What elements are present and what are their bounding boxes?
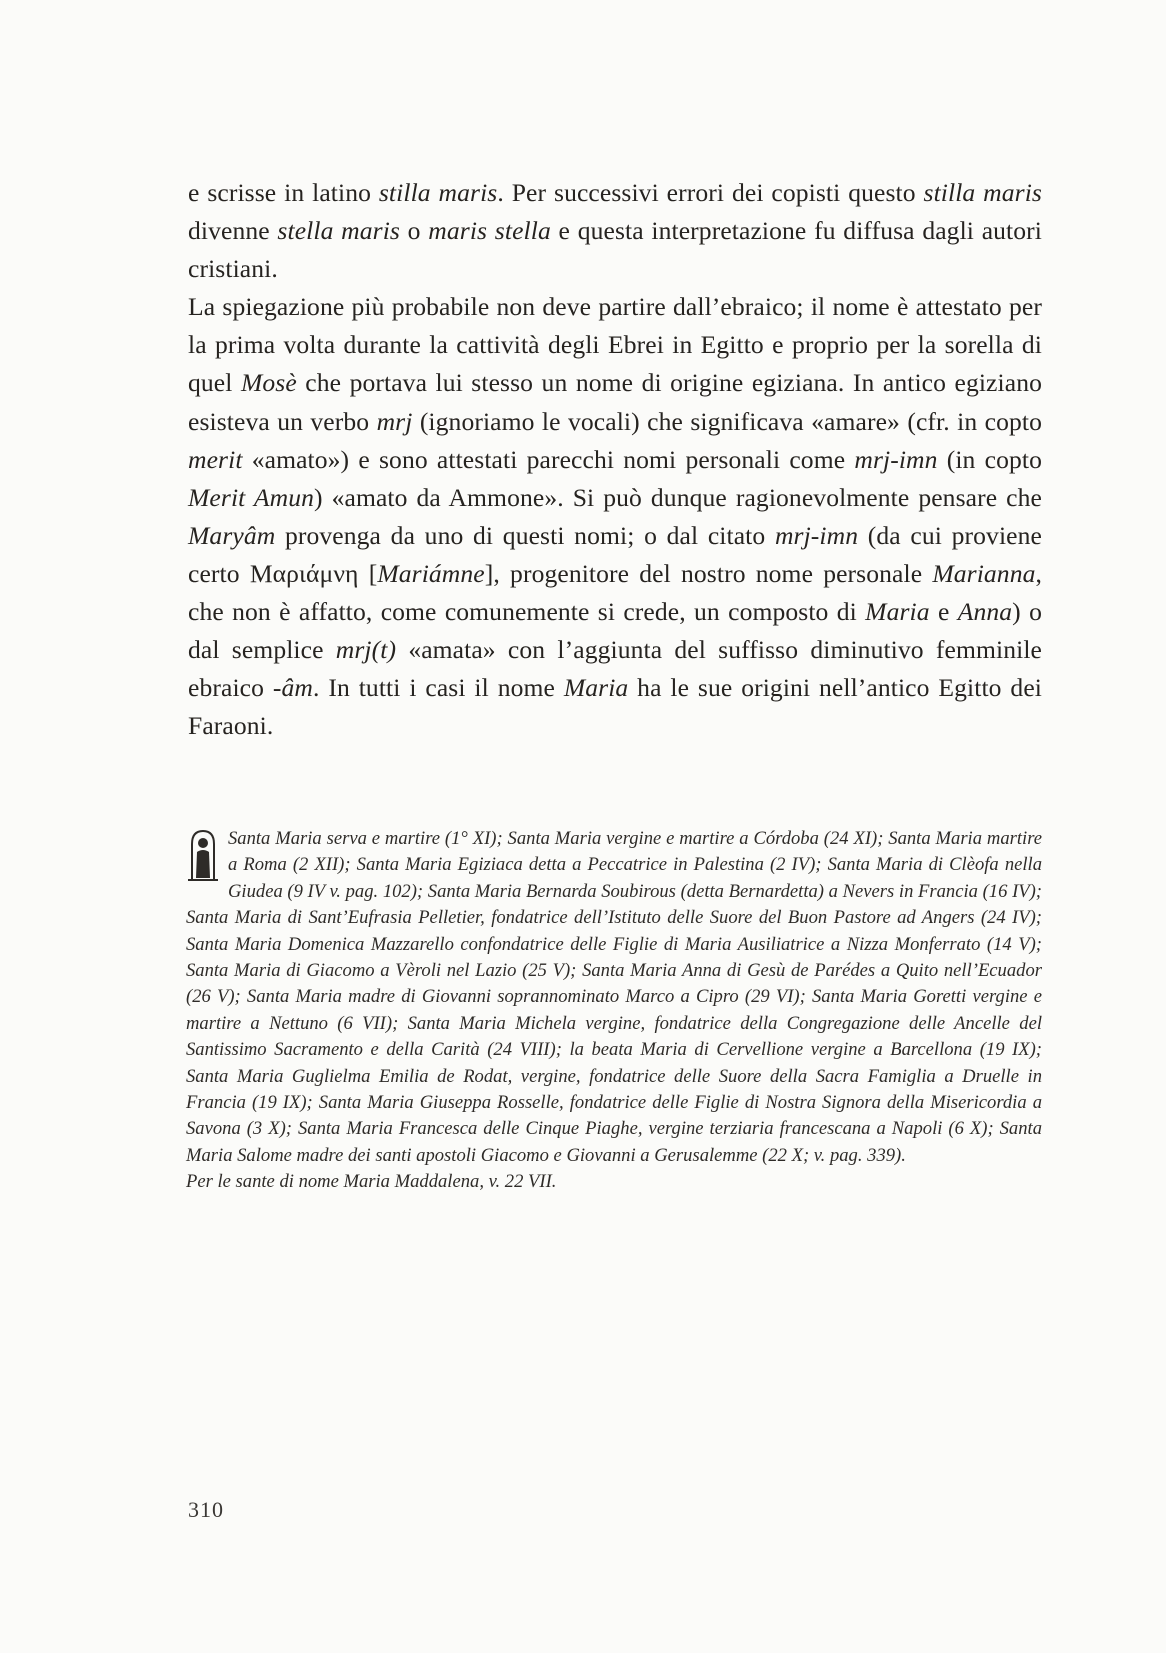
paragraph-origin: e scrisse in latino stilla maris. Per successivi errori dei copisti questo stilla maris divenne stella maris o maris stella e questa interpretazione fu diffusa dagli autori cristiani. — [188, 178, 1042, 284]
main-body-text — [188, 174, 1042, 745]
saints-list — [186, 826, 1042, 1196]
paragraph-etymology: La spiegazione più probabile non deve partire dall’ebraico; il nome è attestato per la prima volta durante la cattività degli Ebrei in Egitto e proprio per la sorella di quel Mosè che portava lui stesso un nome di origine egiziana. In antico egiziano esisteva un verbo mrj (ignoriamo le vocali) che significava «amare» (cfr. in copto merit «amato») e sono attestati parecchi nomi personali come mrj-imn (in copto Merit Amun) «amato da Ammone». Si può dunque ragionevolmente pensare che Maryâm provenga da uno di questi nomi; o dal citato mrj-imn (da cui proviene certo Μαριάμνη [Mariámne], progenitore del nostro nome personale Marianna, che non è affatto, come comunemente si crede, un composto di Maria e Anna) o dal semplice mrj(t) «amata» con l’aggiunta del suffisso diminutivo femminile ebraico -âm. In tutti i casi il nome Maria ha le sue origini nell’antico Egitto dei Faraoni. — [188, 292, 1043, 741]
page-number: 310 — [188, 1497, 224, 1522]
saints-entries: Santa Maria serva e martire (1° XI); Santa Maria vergine e martire a Córdoba (24 XI); Santa Maria martire a Roma (2 XII); Santa Maria Egiziaca detta a Peccatrice in Palestina (2 IV); Santa Maria di Clèofa nella Giudea (9 IV v. pag. 102); Santa Maria Bernarda Soubirous (detta Bernardetta) a Nevers in Francia (16 IV); Santa Maria di Sant’Eufrasia Pelletier, fondatrice dell’Istituto delle Suore del Buon Pastore ad Angers (24 IV); Santa Maria Domenica Mazzarello confondatrice delle Figlie di Maria Ausiliatrice a Nizza Monferrato (14 V); Santa Maria di Giacomo a Vèroli nel Lazio (25 V); Santa Maria Anna di Gesù de Parédes a Quito nell’Ecuador (26 V); Santa Maria madre di Giovanni soprannominato Marco a Cipro (29 VI); Santa Maria Goretti vergine e martire a Nettuno (6 VII); Santa Maria Michela vergine, fondatrice della Congregazione delle Ancelle del Santissimo Sacramento e della Carità (24 VIII); la beata Maria di Cervellione vergine a Barcellona (19 IX); Santa Maria Guglielma Emilia de Rodat, vergine, fondatrice delle Suore della Sacra Famiglia a Druelle in Francia (19 IX); Santa Maria Giuseppa Rosselle, fondatrice delle Figlie di Nostra Signora della Misericordia a Savona (3 X); Santa Maria Francesca delle Cinque Piaghe, vergine terziaria francescana a Napoli (6 X); Santa Maria Salome madre dei santi apostoli Giacomo e Giovanni a Gerusalemme (22 X; v. pag. 339). — [186, 828, 1042, 1166]
saints-note: Per le sante di nome Maria Maddalena, v. 22 VII. — [186, 1171, 557, 1193]
saint-figure-icon — [186, 828, 220, 882]
